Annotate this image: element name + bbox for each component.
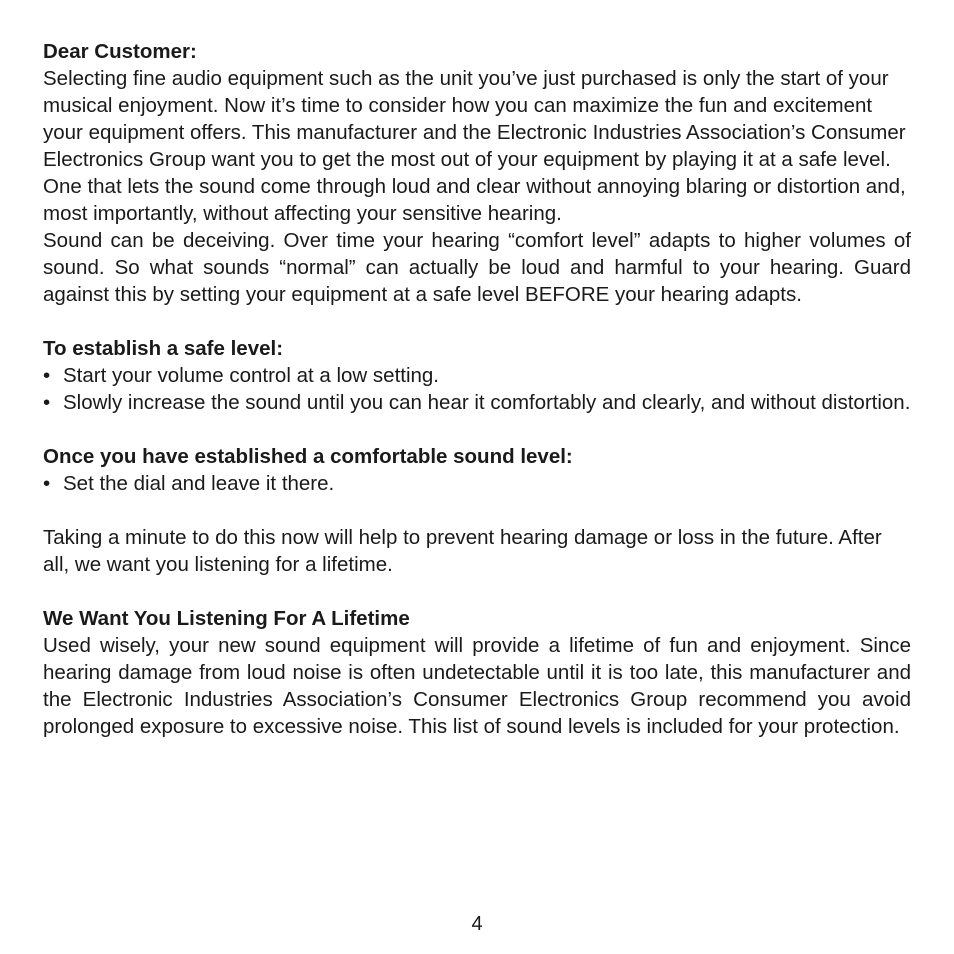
section-spacer bbox=[43, 497, 911, 524]
safe-level-list bbox=[43, 362, 911, 416]
section-spacer bbox=[43, 578, 911, 605]
closing-paragraph: Taking a minute to do this now will help to prevent hearing damage or loss in the future. After all, we want you listening for a lifetime. bbox=[43, 526, 882, 576]
bullet-icon: • bbox=[43, 391, 51, 414]
list-item bbox=[43, 362, 911, 389]
bullet-icon: • bbox=[43, 472, 51, 495]
safe-level-heading: To establish a safe level: bbox=[43, 337, 284, 360]
section-spacer bbox=[43, 308, 911, 335]
bullet-icon: • bbox=[43, 364, 51, 387]
list-item-text: Start your volume control at a low setting. bbox=[63, 364, 440, 387]
lifetime-heading: We Want You Listening For A Lifetime bbox=[43, 607, 410, 630]
comfortable-level-heading: Once you have established a comfortable sound level: bbox=[43, 445, 573, 468]
intro-paragraph: Selecting fine audio equipment such as the unit you’ve just purchased is only the start of your musical enjoyment. Now it’s time to consider how you can maximize the fun and excitement your equipment offers. This manufacturer and the Electronic Industries Association’s Consumer Electronics Group want you to get the most out of your equipment by playing it at a safe level. One that lets the sound come through loud and clear without annoying blaring or distortion and, most importantly, without affecting your sensitive hearing. bbox=[43, 67, 906, 225]
page-number: 4 bbox=[471, 913, 483, 935]
section-spacer bbox=[43, 416, 911, 443]
warning-paragraph: Sound can be deceiving. Over time your hearing “comfort level” adapts to higher volumes of sound. So what sounds “normal” can actually be loud and harmful to your hearing. Guard against this by setting your equipment at a safe level BEFORE your hearing adapts. bbox=[43, 229, 911, 306]
list-item bbox=[43, 389, 911, 416]
comfortable-level-list bbox=[43, 470, 911, 497]
dear-customer-heading: Dear Customer: bbox=[43, 40, 197, 63]
page-content bbox=[43, 38, 911, 740]
lifetime-paragraph: Used wisely, your new sound equipment will provide a lifetime of fun and enjoyment. Since hearing damage from loud noise is often undetectable until it is too late, this manufacturer and the Electronic Industries Association’s Consumer Electronics Group recommend you avoid prolonged exposure to excessive noise. This list of sound levels is included for your protection. bbox=[43, 634, 911, 738]
list-item-text: Slowly increase the sound until you can hear it comfortably and clearly, and without distortion. bbox=[63, 391, 911, 414]
list-item-text: Set the dial and leave it there. bbox=[63, 472, 335, 495]
list-item bbox=[43, 470, 911, 497]
